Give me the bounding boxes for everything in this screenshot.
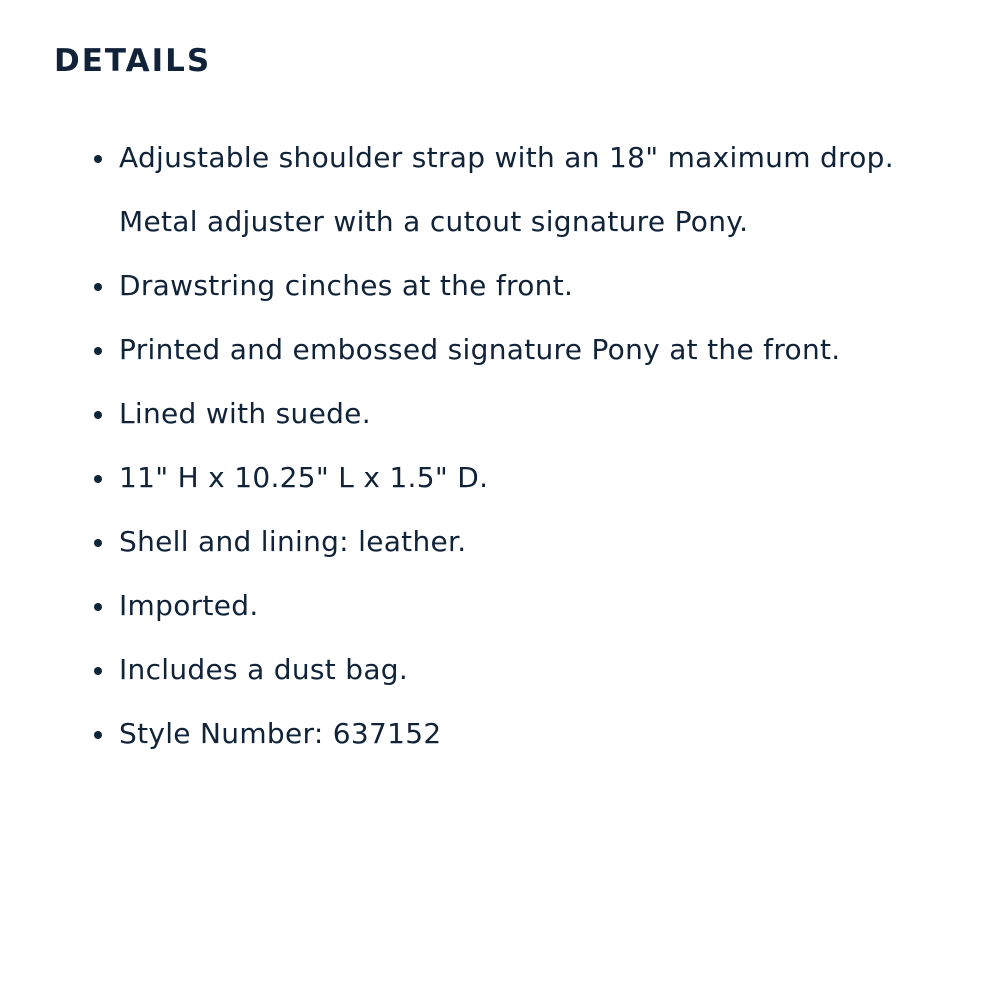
list-item-text: Printed and embossed signature Pony at the front.: [119, 333, 841, 366]
list-item: [119, 510, 899, 574]
bullet-icon: [94, 731, 102, 739]
list-item: [119, 702, 899, 766]
list-item: [119, 318, 899, 382]
bullet-icon: [94, 475, 102, 483]
bullet-icon: [94, 411, 102, 419]
list-item-text: Lined with suede.: [119, 397, 371, 430]
bullet-icon: [94, 603, 102, 611]
list-item-text: Adjustable shoulder strap with an 18" maximum drop. Metal adjuster with a cutout signature Pony.: [119, 141, 894, 238]
list-item: [119, 638, 899, 702]
details-heading: DETAILS: [54, 43, 212, 79]
bullet-icon: [94, 539, 102, 547]
bullet-icon: [94, 347, 102, 355]
details-section: [54, 38, 954, 766]
list-item: [119, 126, 899, 254]
list-item-text: Shell and lining: leather.: [119, 525, 467, 558]
bullet-icon: [94, 667, 102, 675]
list-item: [119, 446, 899, 510]
list-item: [119, 574, 899, 638]
bullet-icon: [94, 155, 102, 163]
list-item-text: Style Number: 637152: [119, 717, 442, 750]
list-item: [119, 254, 899, 318]
list-item-text: 11" H x 10.25" L x 1.5" D.: [119, 461, 489, 494]
list-item-text: Imported.: [119, 589, 259, 622]
list-item-text: Includes a dust bag.: [119, 653, 409, 686]
details-list: [54, 126, 899, 766]
list-item-text: Drawstring cinches at the front.: [119, 269, 574, 302]
bullet-icon: [94, 283, 102, 291]
list-item: [119, 382, 899, 446]
